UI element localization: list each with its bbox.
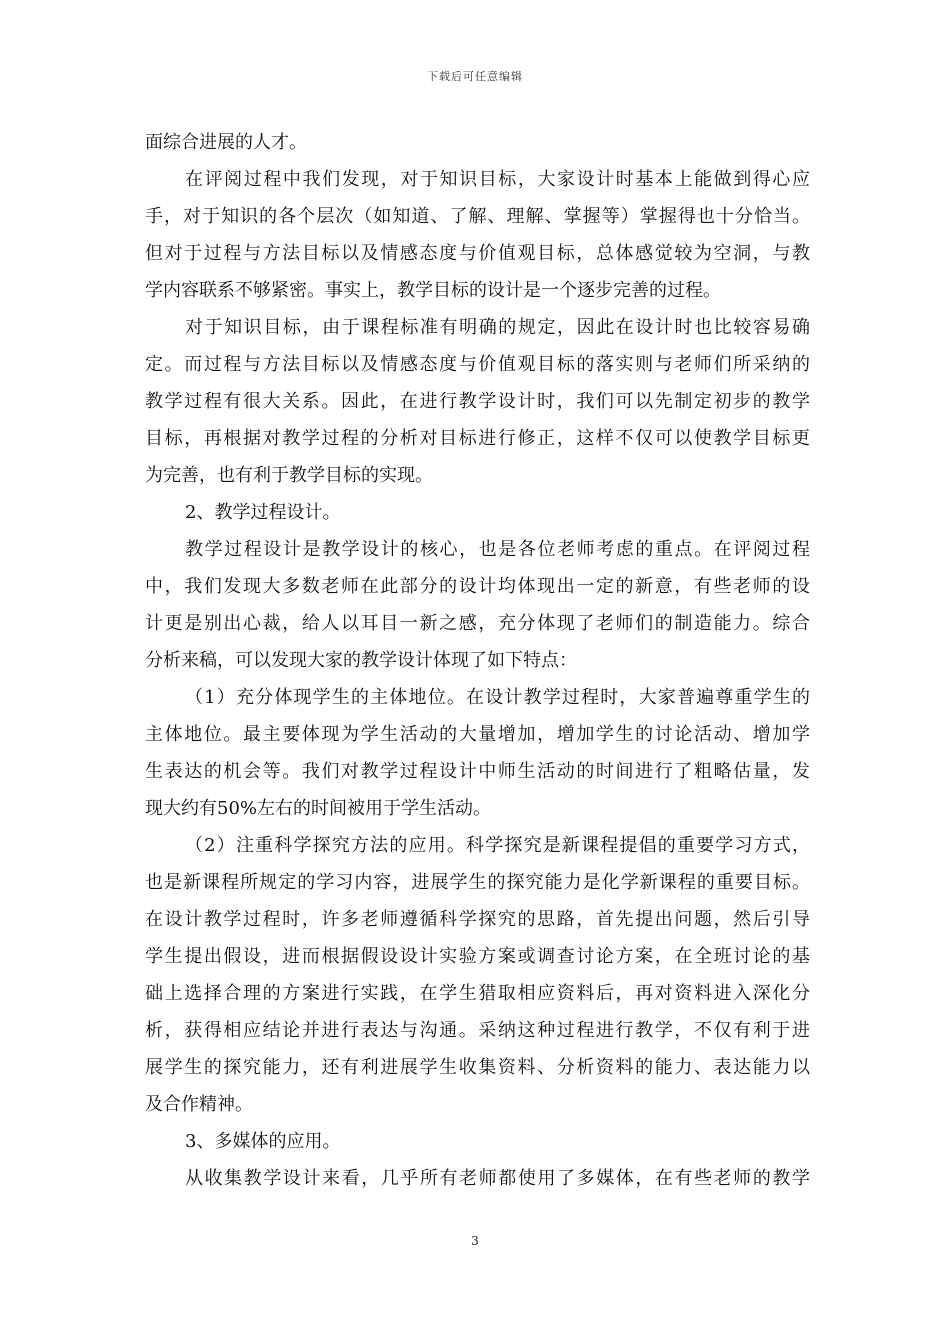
text-line: 手，对于知识的各个层次（如知道、了解、理解、掌握等）掌握得也十分恰当。 [145, 206, 810, 227]
text-line: 生表达的机会等。我们对教学过程设计中师生活动的时间进行了粗略估量，发 [145, 761, 810, 782]
document-body [145, 124, 810, 1197]
text-line: 从收集教学设计来看，几乎所有老师都使用了多媒体，在有些老师的教学 [185, 1168, 810, 1189]
text-line: 及合作精神。 [145, 1094, 253, 1115]
text-line: 学内容联系不够紧密。事实上，教学目标的设计是一个逐步完善的过程。 [145, 280, 721, 301]
text-line: 分析来稿，可以发现大家的教学设计体现了如下特点： [145, 650, 577, 671]
text-line: 教学过程有很大关系。因此，在进行教学设计时，我们可以先制定初步的教学 [145, 391, 810, 412]
page-header: 下载后可任意编辑 [427, 70, 523, 83]
text-line: 对于知识目标，由于课程标准有明确的规定，因此在设计时也比较容易确 [185, 317, 810, 338]
section-heading: 2、教学过程设计。 [185, 502, 341, 523]
text-line: 学生提出假设，进而根据假设设计实验方案或调查讨论方案，在全班讨论的基 [145, 946, 810, 967]
text-line: （1）充分体现学生的主体地位。在设计教学过程时，大家普遍尊重学生的 [185, 687, 810, 708]
text-line: 教学过程设计是教学设计的核心，也是各位老师考虑的重点。在评阅过程 [185, 539, 810, 560]
text-line: 础上选择合理的方案进行实践，在学生猎取相应资料后，再对资料进入深化分 [145, 983, 810, 1004]
text-line: 在评阅过程中我们发现，对于知识目标，大家设计时基本上能做到得心应 [185, 169, 810, 190]
text-line: （2）注重科学探究方法的应用。科学探究是新课程提倡的重要学习方式， [185, 835, 810, 856]
text-line: 现大约有50%左右的时间被用于学生活动。 [145, 798, 492, 819]
text-line: 面综合进展的人才。 [145, 132, 307, 153]
text-line: 也是新课程所规定的学习内容，进展学生的探究能力是化学新课程的重要目标。 [145, 872, 810, 893]
section-heading: 3、多媒体的应用。 [185, 1131, 341, 1152]
text-line: 计更是别出心裁，给人以耳目一新之感，充分体现了老师们的制造能力。综合 [145, 613, 810, 634]
text-line: 为完善，也有利于教学目标的实现。 [145, 465, 433, 486]
text-line: 展学生的探究能力，还有利进展学生收集资料、分析资料的能力、表达能力以 [145, 1057, 810, 1078]
text-line: 但对于过程与方法目标以及情感态度与价值观目标，总体感觉较为空洞，与教 [145, 243, 810, 264]
text-line: 在设计教学过程时，许多老师遵循科学探究的思路，首先提出问题，然后引导 [145, 909, 810, 930]
text-line: 目标，再根据对教学过程的分析对目标进行修正，这样不仅可以使教学目标更 [145, 428, 810, 449]
text-line: 析，获得相应结论并进行表达与沟通。采纳这种过程进行教学，不仅有利于进 [145, 1020, 810, 1041]
text-line: 定。而过程与方法目标以及情感态度与价值观目标的落实则与老师们所采纳的 [145, 354, 810, 375]
text-line: 主体地位。最主要体现为学生活动的大量增加，增加学生的讨论活动、增加学 [145, 724, 810, 745]
text-line: 中，我们发现大多数老师在此部分的设计均体现出一定的新意，有些老师的设 [145, 576, 810, 597]
page-number: 3 [471, 1234, 479, 1248]
